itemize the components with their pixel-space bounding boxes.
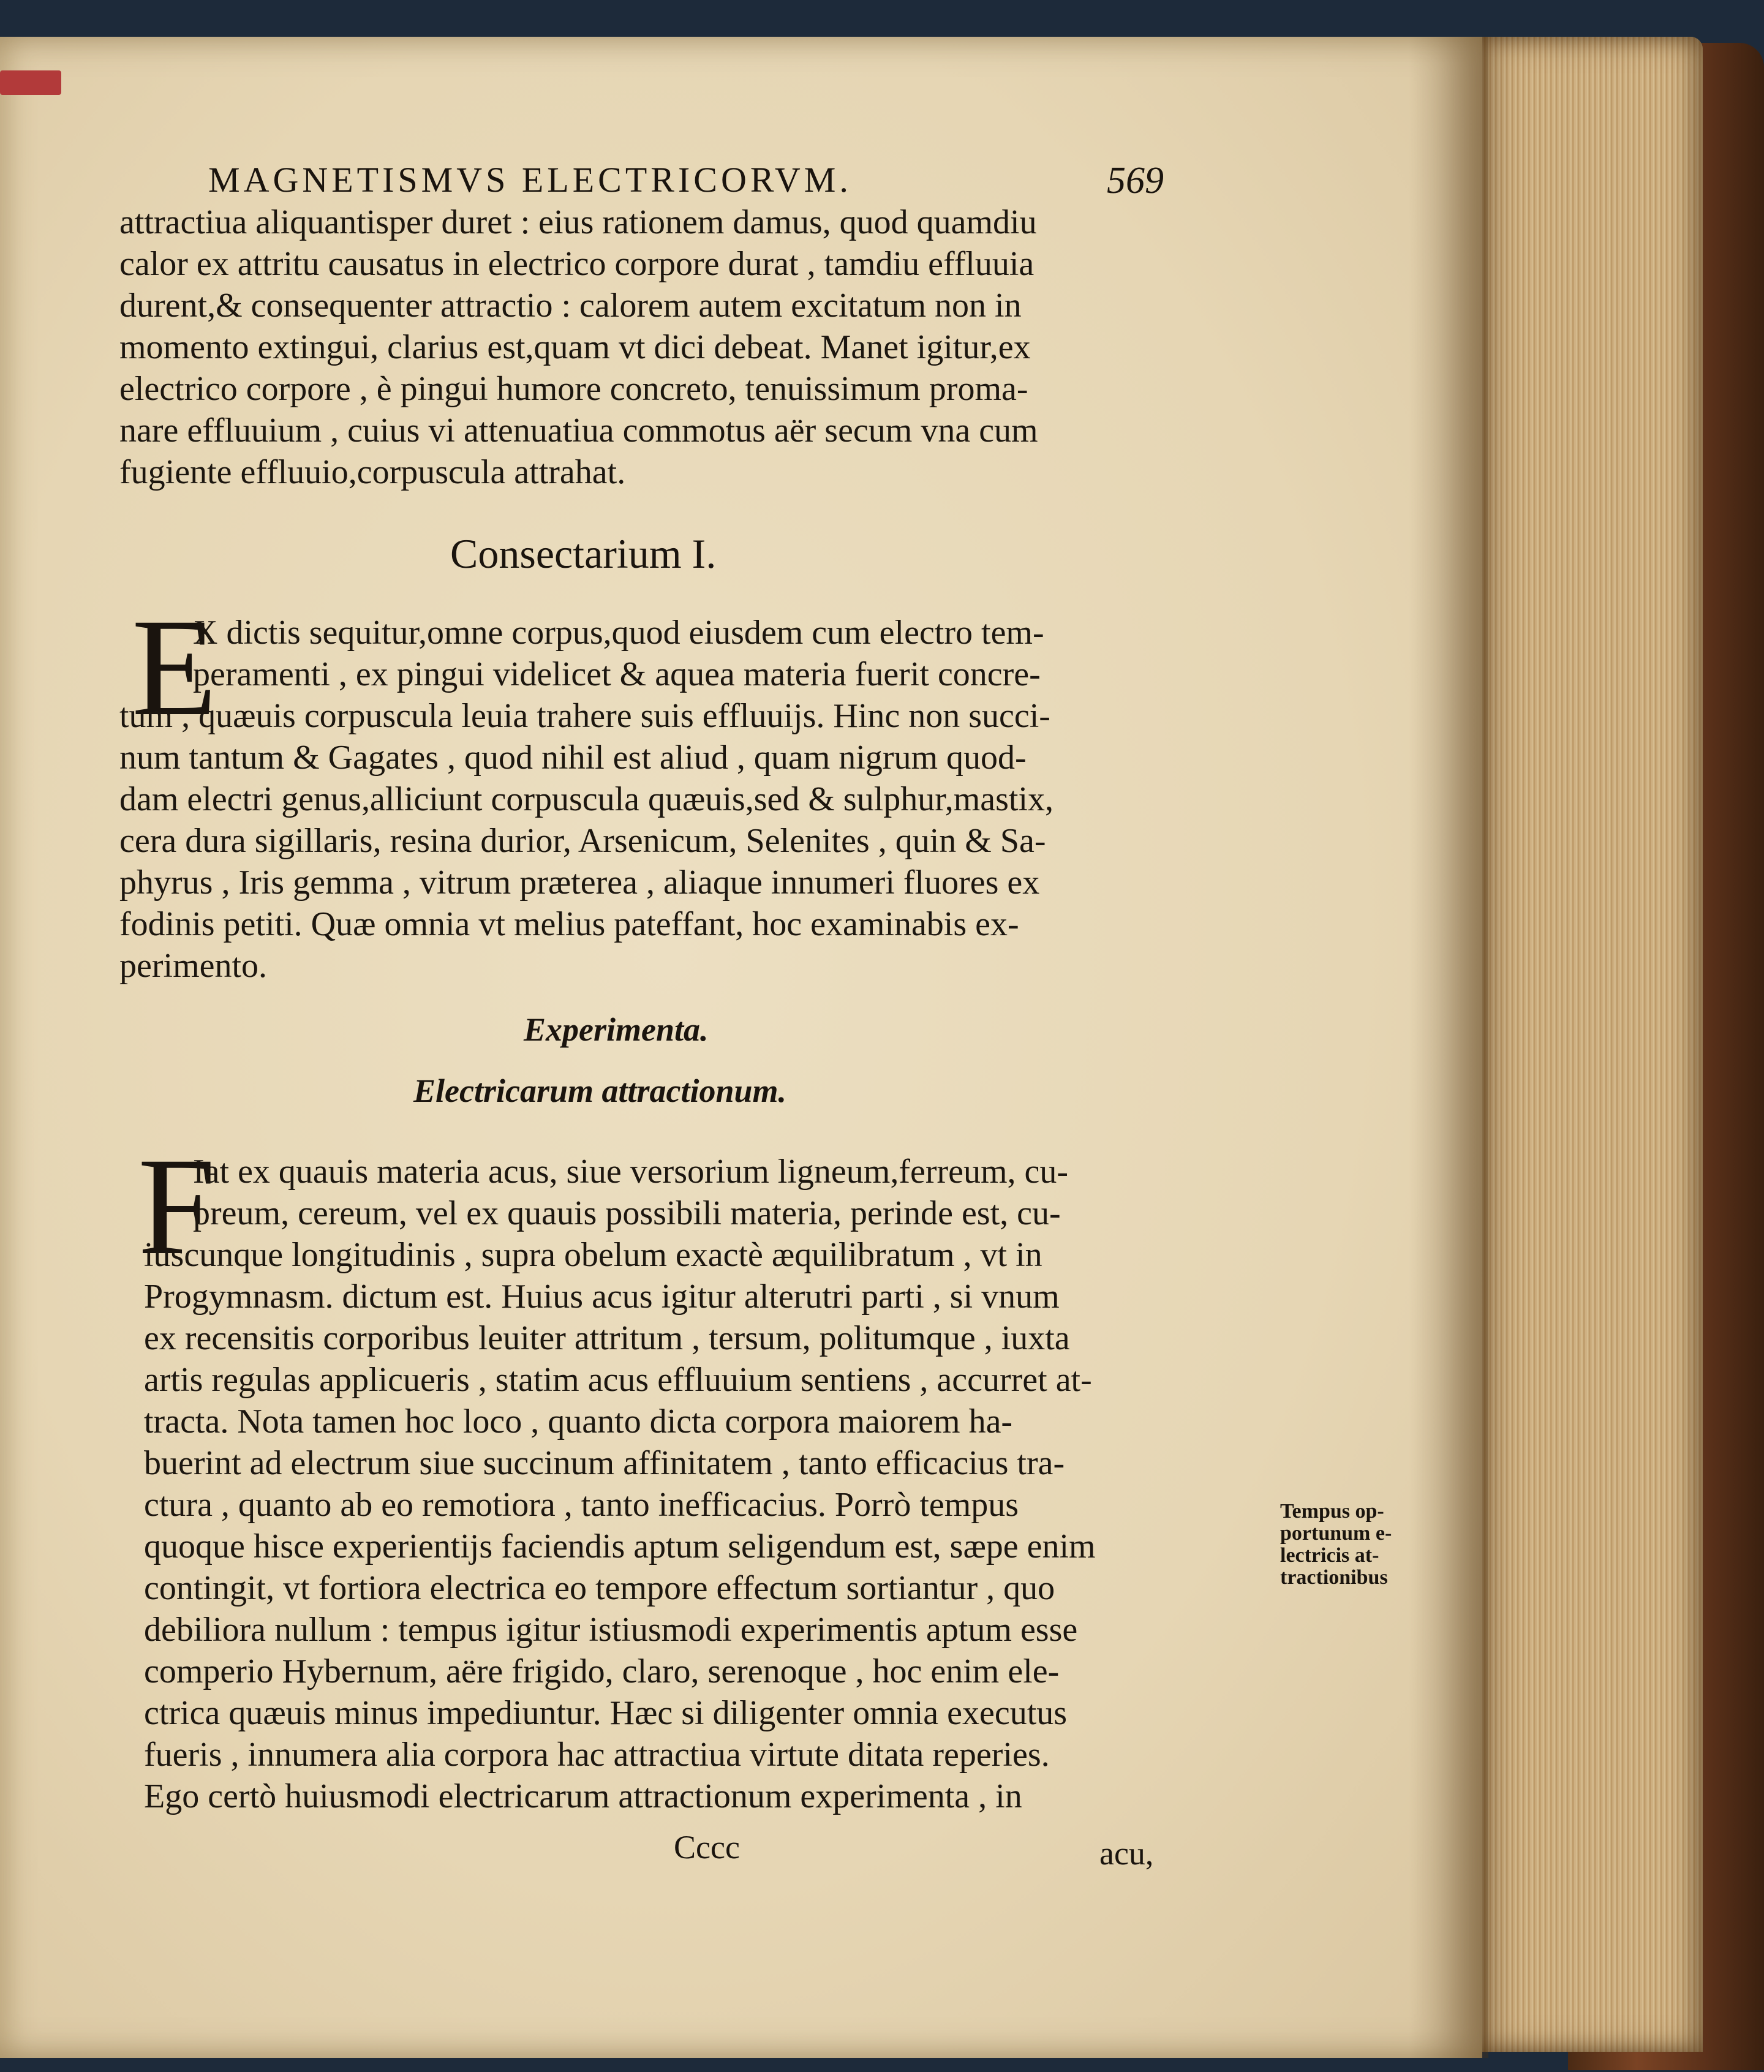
text-line: fodinis petiti. Quæ omnia vt melius pateffant, hoc examinabis ex- — [119, 905, 1019, 943]
text-line: fueris , innumera alia corpora hac attractiua virtute ditata reperies. — [144, 1736, 1050, 1774]
margin-note-line: portunum e- — [1280, 1522, 1392, 1545]
text-line: ctura , quanto ab eo remotiora , tanto inefficacius. Porrò tempus — [144, 1486, 1019, 1524]
text-line: nare effluuium , cuius vi attenuatiua commotus aër secum vna cum — [119, 412, 1038, 450]
text-line: Iat ex quauis materia acus, siue versorium ligneum,ferreum, cu- — [193, 1153, 1069, 1191]
text-line: fugiente effluuio,corpuscula attrahat. — [119, 453, 626, 491]
page-edges — [1470, 37, 1703, 2052]
signature-mark: Cccc — [674, 1829, 740, 1866]
text-line: durent,& consequenter attractio : calorem autem excitatum non in — [119, 287, 1022, 325]
subheading-experimenta: Experimenta. — [524, 1011, 709, 1048]
text-line: X dictis sequitur,omne corpus,quod eiusdem cum electro tem- — [193, 614, 1044, 652]
text-line: perimento. — [119, 947, 268, 985]
text-line: buerint ad electrum siue succinum affinitatem , tanto efficacius tra- — [144, 1444, 1065, 1482]
text-line: dam electri genus,alliciunt corpuscula quæuis,sed & sulphur,mastix, — [119, 780, 1054, 818]
page-header — [208, 141, 1164, 208]
text-line: artis regulas applicueris , statim acus effluuium sentiens , accurret at- — [144, 1361, 1092, 1399]
text-line: comperio Hybernum, aëre frigido, claro, serenoque , hoc enim ele- — [144, 1652, 1060, 1690]
running-title: MAGNETISMVS ELECTRICORVM. — [208, 160, 852, 200]
gutter-shadow — [1409, 37, 1488, 2058]
margin-note-line: lectricis at- — [1280, 1544, 1379, 1567]
text-line: contingit, vt fortiora electrica eo tempore effectum sortiantur , quo — [144, 1569, 1055, 1607]
text-line: electrico corpore , è pingui humore concreto, tenuissimum proma- — [119, 370, 1028, 408]
red-page-edge — [0, 70, 61, 95]
text-line: calor ex attritu causatus in electrico corpore durat , tamdiu effluuia — [119, 245, 1035, 283]
text-line: peramenti , ex pingui videlicet & aquea materia fuerit concre- — [193, 655, 1041, 693]
drop-cap: F — [138, 1129, 216, 1284]
text-line: num tantum & Gagates , quod nihil est aliud , quam nigrum quod- — [119, 739, 1027, 777]
text-line: preum, cereum, vel ex quauis possibili materia, perinde est, cu- — [193, 1194, 1061, 1232]
text-line: attractiua aliquantisper duret : eius rationem damus, quod quamdiu — [119, 203, 1037, 241]
text-line: Ego certò huiusmodi electricarum attractionum experimenta , in — [144, 1777, 1022, 1815]
book-page — [0, 37, 1482, 2058]
text-line: quoque hisce experientijs faciendis aptum seligendum est, sæpe enim — [144, 1528, 1096, 1565]
catchword: acu, — [1099, 1835, 1154, 1872]
text-line: cera dura sigillaris, resina durior, Arsenicum, Selenites , quin & Sa- — [119, 822, 1046, 860]
text-line: debiliora nullum : tempus igitur istiusmodi experimentis aptum esse — [144, 1611, 1078, 1649]
section-heading: Consectarium I. — [450, 530, 717, 577]
text-line: Progymnasm. dictum est. Huius acus igitur alterutri parti , si vnum — [144, 1278, 1060, 1316]
margin-note-line: tractionibus — [1280, 1566, 1388, 1589]
text-line: momento extingui, clarius est,quam vt dici debeat. Manet igitur,ex — [119, 328, 1031, 366]
subheading-attractionum: Electricarum attractionum. — [413, 1072, 787, 1109]
text-line: tum , quæuis corpuscula leuia trahere suis effluuijs. Hinc non succi- — [119, 697, 1050, 735]
text-line: iuscunque longitudinis , supra obelum exactè æquilibratum , vt in — [144, 1236, 1042, 1274]
text-line: phyrus , Iris gemma , vitrum præterea , aliaque innumeri fluores ex — [119, 864, 1040, 902]
margin-note-line: Tempus op- — [1280, 1500, 1384, 1523]
text-line: tracta. Nota tamen hoc loco , quanto dicta corpora maiorem ha- — [144, 1403, 1013, 1441]
page-number: 569 — [1107, 160, 1164, 202]
drop-cap: E — [132, 590, 217, 745]
text-line: ctrica quæuis minus impediuntur. Hæc si diligenter omnia executus — [144, 1694, 1068, 1732]
text-line: ex recensitis corporibus leuiter attritum , tersum, politumque , iuxta — [144, 1319, 1070, 1357]
